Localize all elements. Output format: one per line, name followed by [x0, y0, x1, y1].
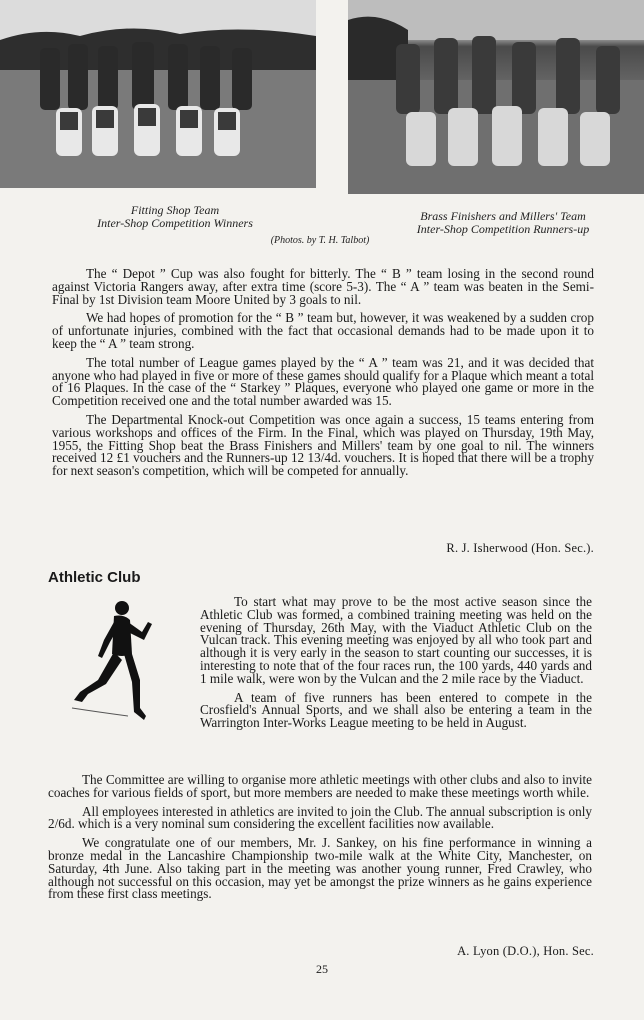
athletic-signature: A. Lyon (D.O.), Hon. Sec.: [457, 944, 594, 958]
paragraph: The “ Depot ” Cup was also fought for bitterly. The “ B ” team losing in the second round against Victoria Rangers away, after extra time (score 5-3). The “ A ” team was beaten in the Semi-Final by 1st Division team Moore United by 3 goals to nil.: [52, 266, 594, 307]
paragraph: We congratulate one of our members, Mr. J. Sankey, on his fine performance in winning a bronze medal in the Lancashire Championship two-mile walk at the White City, Manchester, on Saturday, 4th June. Also taking part in the meeting was another young runner, Fred Crawley, who although not successful on this occasion, may yet be amongst the prize winners as he gains experience from these first class meetings.: [48, 835, 592, 902]
paragraph: All employees interested in athletics are invited to join the Club. The annual subscription is only 2/6d. which is a very nominal sum considering the excellent facilities now available.: [48, 803, 592, 832]
paragraph: To start what may prove to be the most active season since the Athletic Club was formed, a combined training meeting was held on the evening of Thursday, 26th May, with the Viaduct Athletic Club on the Vulcan track. This evening meeting was enjoyed by all who took part and although it is very early in the season to start counting our successes, it is interesting to note that of the four races run, the 100 yards, 440 yards and 1 mile walk, were won by the Vulcan and the 2 mile race by the Viaduct.: [200, 594, 592, 686]
right-photo-caption: [372, 210, 634, 236]
page-number: 25: [316, 962, 328, 976]
football-signature: R. J. Isherwood (Hon. Sec.).: [446, 541, 594, 555]
runner-illustration: [68, 596, 160, 730]
left-caption-line-2: Inter-Shop Competition Winners: [97, 216, 253, 230]
right-caption-line-2: Inter-Shop Competition Runners-up: [416, 222, 590, 236]
paragraph: A team of five runners has been entered to compete in the Crosfield's Annual Sports, and we shall also be entering a team in the Warrington Inter-Works League meeting to be held in August.: [200, 689, 592, 731]
right-caption-line-1: Brass Finishers and Millers' Team: [420, 209, 586, 223]
left-caption-line-1: Fitting Shop Team: [130, 203, 220, 217]
left-photo-caption: [60, 204, 290, 230]
football-report: [52, 268, 594, 484]
paragraph: The Committee are willing to organise more athletic meetings with other clubs and also to invite coaches for various fields of sport, but more members are needed to make these meetings worth while.: [48, 772, 592, 800]
paragraph: The total number of League games played by the “ A ” team was 21, and it was decided that anyone who had played in five or more of these games should qualify for a Plaque which meant a total of 16 Plaques. In the case of the “ Starkey ” Plaques, everyone who played one game or more in the Competition received one and the total number awarded was 15.: [52, 354, 594, 409]
photo-credit: (Photos. by T. H. Talbot): [270, 235, 370, 246]
athletic-report: [48, 774, 592, 907]
paragraph: We had hopes of promotion for the “ B ” team but, however, it was weakened by a sudden crop of unfortunate injuries, combined with the fact that occasional demands had to be made upon it to keep the “ A ” team strong.: [52, 310, 594, 351]
section-heading: Athletic Club: [48, 569, 141, 586]
athletic-intro: [200, 596, 592, 736]
paragraph: The Departmental Knock-out Competition was once again a success, 15 teams entering from various workshops and offices of the Firm. In the Final, which was played on Thursday, 19th May, 1955, the Fitting Shop beat the Brass Finishers and Millers' team by one goal to nil. The winners received 12 £1 vouchers and the Runners-up 12 13/4d. vouchers. It is hoped that there will be a trophy for next season's competition, which will be competed for annually.: [52, 411, 594, 479]
brass-finishers-team-photo: [348, 0, 644, 194]
fitting-shop-team-photo: [0, 0, 316, 188]
